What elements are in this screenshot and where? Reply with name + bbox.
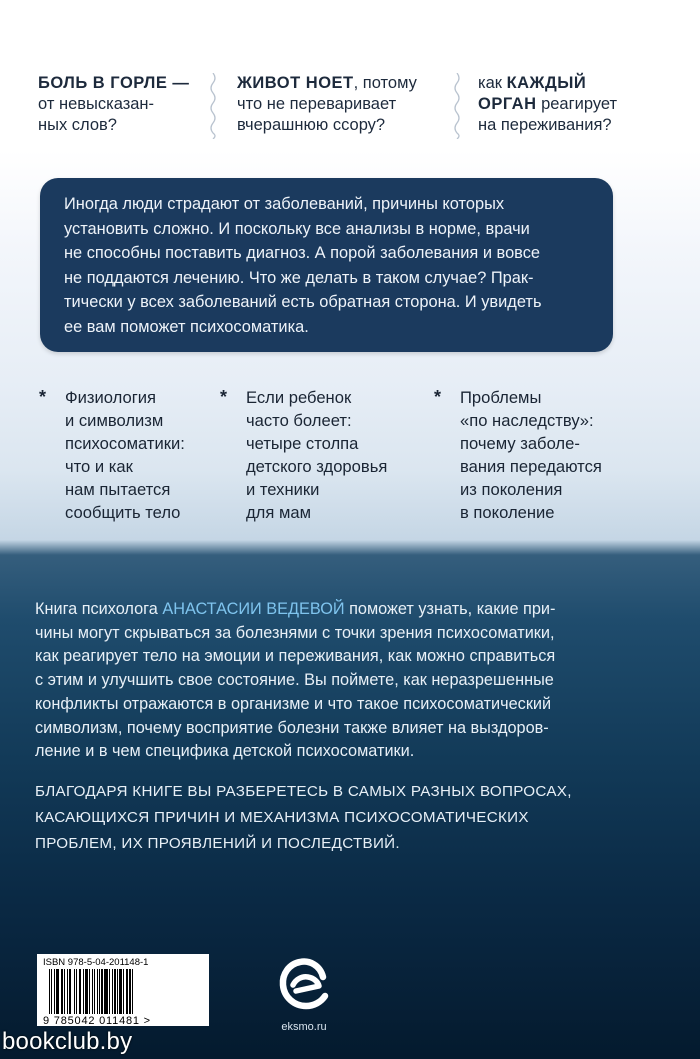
barcode <box>37 954 209 1026</box>
barcode-bar <box>133 969 134 1014</box>
bullet-line: Физиология <box>65 388 157 407</box>
bullet-line: Проблемы <box>460 388 542 407</box>
bullet-line: и символизм <box>65 411 164 430</box>
bullet-line: для мам <box>246 503 312 522</box>
question-organ-rest: реагирует <box>536 95 618 113</box>
bullet-star-icon: * <box>434 387 442 407</box>
question-stomach <box>237 73 417 136</box>
author-name: АНАСТАСИИ ВЕДЕВОЙ <box>162 600 345 618</box>
bullet-line: вания передаются <box>460 457 602 476</box>
question-throat <box>38 73 189 136</box>
intro-line: не поддаются лечению. Что же делать в таком случае? Прак- <box>64 268 534 287</box>
bullet-line: «по наследству»: <box>460 411 594 430</box>
intro-line: тически у всех заболеваний есть обратная сторона. И увидеть <box>64 293 542 312</box>
caps-line: КАСАЮЩИХСЯ ПРИЧИН И МЕХАНИЗМА ПСИХОСОМАТИЧЕСКИХ <box>35 809 529 826</box>
bullet-line: и техники <box>246 480 320 499</box>
bullet-physiology <box>39 386 185 524</box>
watermark-text: bookclub.by <box>2 1028 133 1055</box>
intro-line: установить сложно. И поскольку все анализы в норме, врачи <box>64 219 530 238</box>
description-line: конфликты отражаются в организме и что такое психосоматический <box>35 694 552 713</box>
question-stomach-bold: ЖИВОТ НОЕТ <box>237 74 354 92</box>
question-organ-bold-2: ОРГАН <box>478 95 537 113</box>
description-prefix: Книга психолога <box>35 600 163 618</box>
book-description <box>35 598 647 764</box>
caps-line: ПРОБЛЕМ, ИХ ПРОЯВЛЕНИЙ И ПОСЛЕДСТВИЙ. <box>35 835 400 852</box>
bullet-heredity <box>434 386 602 524</box>
bullet-line: Если ребенок <box>246 388 352 407</box>
caps-summary <box>35 779 647 857</box>
bullet-line: нам пытается <box>65 480 171 499</box>
description-first-line <box>35 598 647 622</box>
question-organ-bold: КАЖДЫЙ <box>506 74 587 92</box>
bullet-star-icon: * <box>39 387 47 407</box>
intro-line: ее вам поможет психосоматика. <box>64 317 309 336</box>
bullet-line: часто болеет: <box>246 411 352 430</box>
barcode-number: 9 785042 011481 > <box>43 1015 151 1027</box>
wavy-divider-1 <box>208 73 218 139</box>
question-stomach-line-2: вчерашнюю ссору? <box>237 116 386 134</box>
bullet-line: что и как <box>65 457 133 476</box>
question-organ-pre: как <box>478 74 507 92</box>
bullet-line: сообщить тело <box>65 503 181 522</box>
description-line: ление и в чем специфика детской психосоматики. <box>35 742 415 761</box>
question-throat-bold: БОЛЬ В ГОРЛЕ — <box>38 74 190 92</box>
isbn-label: ISBN 978-5-04-201148-1 <box>43 957 149 968</box>
description-line: как реагирует тело на эмоции и переживания, как можно справиться <box>35 647 556 666</box>
bullet-line: психосоматики: <box>65 434 185 453</box>
intro-line: Иногда люди страдают от заболеваний, причины которых <box>64 195 505 213</box>
description-line: чины могут скрываться за болезнями с точки зрения психосоматики, <box>35 623 555 642</box>
description-line: с этим и улучшить свое состояние. Вы поймете, как неразрешенные <box>35 671 554 690</box>
bullet-line: четыре столпа <box>246 434 359 453</box>
bullet-line: из поколения <box>460 480 563 499</box>
question-throat-line-2: ных слов? <box>38 116 117 134</box>
eksmo-logo-icon <box>276 955 334 1013</box>
intro-box <box>40 178 613 352</box>
bullet-child <box>220 386 388 524</box>
wavy-divider-2 <box>452 73 462 139</box>
bullet-star-icon: * <box>220 387 228 407</box>
publisher-site: eksmo.ru <box>281 1021 327 1033</box>
intro-line: не способны поставить диагноз. А порой заболевания и вовсе <box>64 244 541 263</box>
barcode-bars <box>49 969 203 1014</box>
bullet-line: в поколение <box>460 503 555 522</box>
question-organ-line-1: на переживания? <box>478 116 612 134</box>
question-stomach-line-1: что не переваривает <box>237 95 397 113</box>
bullet-line: почему заболе- <box>460 434 580 453</box>
question-organ <box>478 73 617 136</box>
description-suffix: поможет узнать, какие при- <box>344 600 556 618</box>
question-stomach-rest: , потому <box>353 74 417 92</box>
description-line: символизм, почему восприятие болезни также влияет на выздоров- <box>35 718 549 737</box>
question-throat-line-1: от невысказан- <box>38 95 155 113</box>
bullet-line: детского здоровья <box>246 457 388 476</box>
caps-line: БЛАГОДАРЯ КНИГЕ ВЫ РАЗБЕРЕТЕСЬ В САМЫХ РАЗНЫХ ВОПРОСАХ, <box>35 783 572 800</box>
